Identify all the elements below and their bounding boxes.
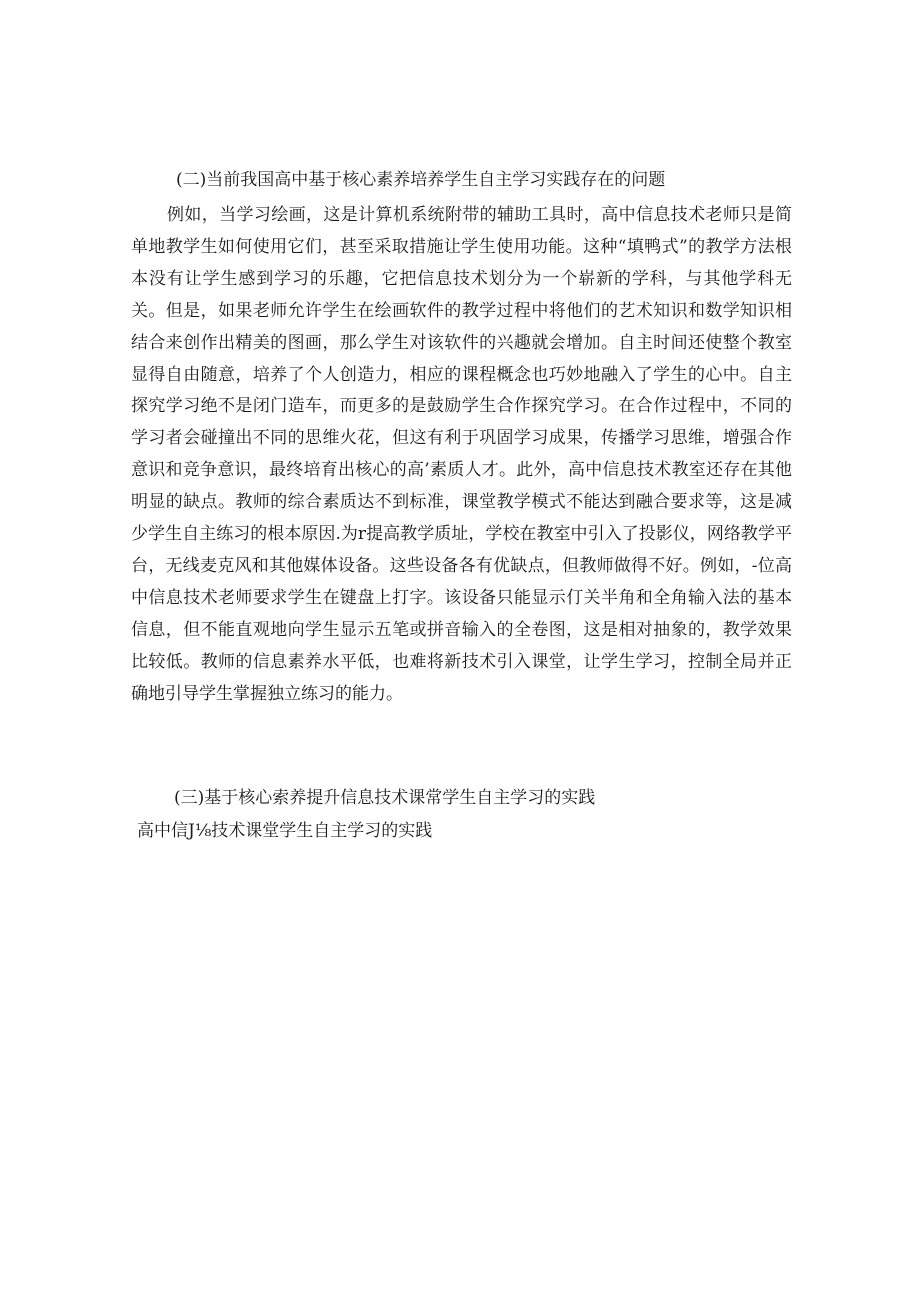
section-two-heading: (二)当前我国高中基于核心素养培养学生自主学习实践存在的问题 (176, 170, 666, 190)
body-paragraph: 例如，当学习绘画，这是计算机系统附带的辅助工具时，高中信息技术老师只是简单地教学生如何使用它们，甚至采取措施让学生使用功能。这种“填鸭式”的教学方法根本没有让学生感到学习的乐趣，它把信息技术划分为一个崭新的学科，与其他学科无关。但是，如果老师允许学生在绘画软件的教学过程中将他们的艺术知识和数学知识相结合来创作出精美的图画，那么学生对该软件的兴趣就会增加。自主时间还使整个教室显得自由随意，培养了个人创造力，相应的课程概念也巧妙地融入了学生的心中。自主探究学习绝不是闭门造车，而更多的是鼓励学生合作探究学习。在合作过程中，不同的学习者会碰撞出不同的思维火花，但这有利于巩固学习成果，传播学习思维，增强合作意识和竞争意识，最终培育出核心的高’素质人才。此外，高中信息技术教室还存在其他明显的缺点。教师的综合素质达不到标准，课堂教学模式不能达到融合要求等，这是减少学生自主练习的根本原因.为r提高教学质址，学校在教室中引入了投影仪，网络教学平台，无线麦克风和其他媒体设备。这些设备各有优缺点，但教师做得不好。例如，-位高中信息技术老师要求学生在键盘上打字。该设备只能显示仃关半角和全角输入法的基本信息，但不能直观地向学生显示五笔或拼音输入的全卷图，这是相对抽象的，教学效果比较低。教师的信息素养水平低，也难将新技术引入课堂，让学生学习，控制全局并正确地引导学生掌握独立练习的能力。 (131, 205, 792, 704)
subsection-title: 高中信J⅛技术课堂学生自主学习的实践 (137, 821, 433, 841)
section-three-heading: (三)基于核心索养提升信息技术课常学生自主学习的实践 (174, 788, 596, 808)
